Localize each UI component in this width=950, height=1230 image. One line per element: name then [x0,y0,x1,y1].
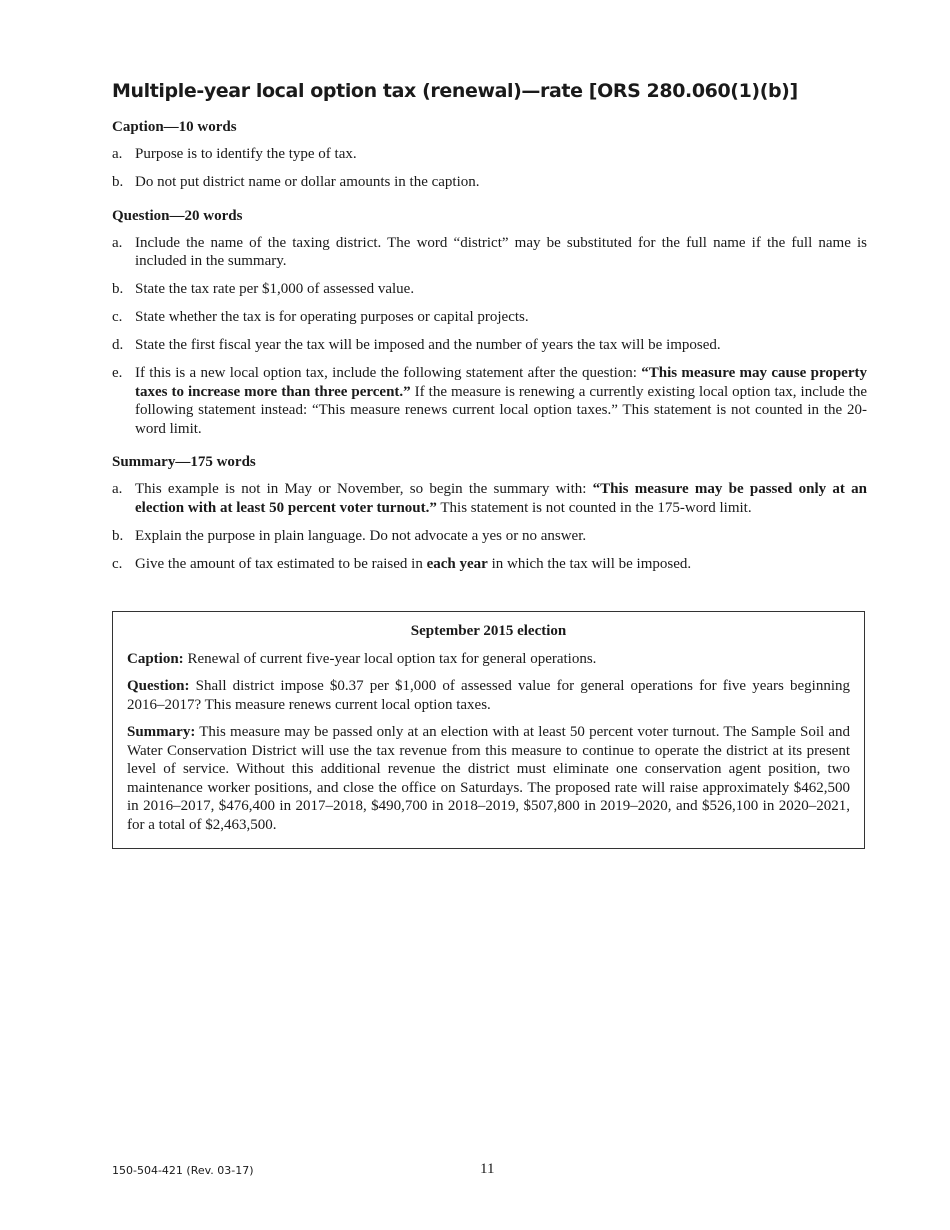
page-number: 11 [480,1161,495,1177]
list-item [112,555,867,574]
page-title: Multiple-year local option tax (renewal)—rate [ORS 280.060(1)(b)] [112,80,798,102]
caption-heading: Caption—10 words [112,119,237,135]
list-item [112,145,867,164]
example-caption-text: Renewal of current five-year local option tax for general operations. [183,650,597,667]
list-item-text-before: Give the amount of tax estimated to be raised in [135,555,427,572]
example-question [127,677,850,714]
list-marker: a. [112,234,123,251]
list-item [112,480,867,517]
list-item-text-before: This example is not in May or November, so begin the summary with: [135,481,593,497]
list-item-text: Explain the purpose in plain language. Do not advocate a yes or no answer. [135,527,587,544]
caption-section [112,118,867,192]
list-item-text: Purpose is to identify the type of tax. [135,146,357,162]
list-item-text-after: in which the tax will be imposed. [487,555,692,572]
example-caption [127,650,850,669]
caption-list [112,145,867,192]
list-marker: e. [112,365,123,381]
required-statement: “This measure may be passed only at an election with at least 50 percent voter turnout.” [135,481,867,516]
list-item-text-after: If the measure is renewing a currently existing local option tax, include the following statement instead: “This measure renews current local option taxes.” This statement is not counted in the 20-word limit. [135,383,867,437]
list-marker: a. [112,146,123,162]
list-item-text: State whether the tax is for operating purposes or capital projects. [135,309,529,325]
example-summary-text: This measure may be passed only at an election with at least 50 percent voter turnout. The Sample Soil and Water Conservation District will use the tax revenue from this measure to continue to operate the district at its present level of service. Without this additional revenue the district must eliminate one conservation agent position, two maintenance worker positions, and close the office on Saturdays. The proposed rate will raise approximately $462,500 in 2016–2017, $476,400 in 2017–2018, $490,700 in 2018–2019, $507,800 in 2019–2020, and $526,100 in 2020–2021, for a total of $2,463,500. [127,724,850,833]
instructions-content [112,118,867,588]
list-item-text-after: This statement is not counted in the 175-word limit. [436,499,752,516]
list-item [112,336,867,355]
list-marker: b. [112,174,124,190]
example-summary-label: Summary: [127,724,196,740]
list-item-text: State the first fiscal year the tax will be imposed and the number of years the tax will be imposed. [135,337,721,353]
list-item-text [135,365,867,437]
list-item [112,308,867,327]
list-item [112,173,867,192]
summary-section [112,453,867,573]
question-section [112,207,867,439]
emphasis-text: each year [426,555,488,572]
list-item-text-before: If this is a new local option tax, include the following statement after the question: [135,365,642,381]
list-item-text: State the tax rate per $1,000 of assessed value. [135,281,415,297]
summary-list [112,480,867,573]
list-item [112,234,867,271]
list-marker: a. [112,481,123,497]
list-item-text [135,556,691,572]
list-item-text: Include the name of the taxing district. The word “district” may be substituted for the full name if the full name is included in the summary. [135,234,867,269]
form-number: 150-504-421 (Rev. 03-17) [112,1164,254,1177]
question-heading: Question—20 words [112,207,243,224]
list-marker: b. [112,281,124,297]
example-caption-label: Caption: [127,650,184,667]
list-item [112,364,867,438]
example-question-label: Question: [127,678,190,694]
list-marker: b. [112,527,124,544]
example-box [112,611,865,849]
list-marker: c. [112,555,123,572]
question-list [112,234,867,439]
example-question-text: Shall district impose $0.37 per $1,000 of assessed value for general operations for five years beginning 2016–2017? This measure renews current local option taxes. [127,678,850,713]
list-item [112,527,867,546]
list-marker: c. [112,309,123,325]
list-marker: d. [112,337,124,353]
required-statement: “This measure may cause property taxes to increase more than three percent.” [135,365,867,400]
list-item [112,280,867,299]
example-summary [127,723,850,834]
summary-heading: Summary—175 words [112,454,256,470]
list-item-text: Do not put district name or dollar amounts in the caption. [135,174,480,190]
list-item-text [135,481,867,516]
example-title: September 2015 election [410,623,567,639]
